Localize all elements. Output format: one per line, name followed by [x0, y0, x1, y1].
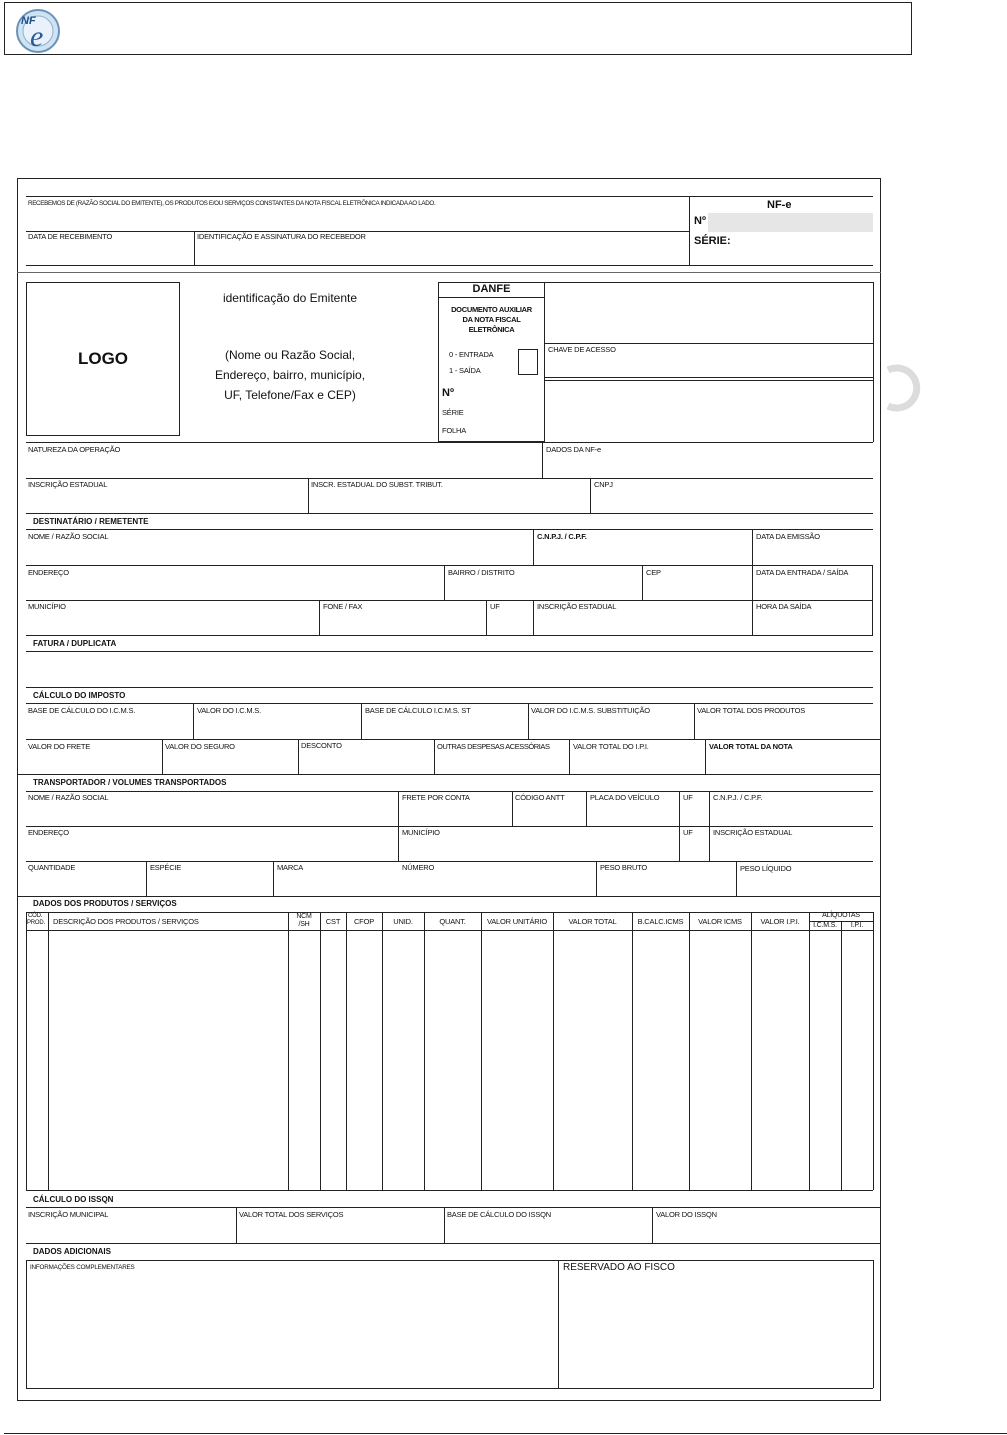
rule [298, 739, 299, 774]
rule [596, 861, 597, 896]
inscricao-municipal-label: INSCRIÇÃO MUNICIPAL [28, 1210, 109, 1219]
rule [26, 1260, 27, 1388]
valor-issqn-label: VALOR DO ISSQN [656, 1210, 717, 1219]
danfe-entrada: 0 - ENTRADA [449, 350, 494, 359]
base-icms-st-label: BASE DE CÁLCULO I.C.M.S. ST [365, 706, 471, 715]
rule [26, 861, 873, 862]
rule [26, 651, 873, 652]
rule [26, 826, 873, 827]
transp-municipio-label: MUNICÍPIO [402, 828, 440, 837]
dest-municipio-label: MUNICÍPIO [28, 602, 66, 611]
valor-seguro-label: VALOR DO SEGURO [165, 742, 235, 751]
valor-total-servicos-label: VALOR TOTAL DOS SERVIÇOS [239, 1210, 344, 1219]
col-cfop: CFOP [353, 917, 375, 926]
rule [486, 600, 487, 635]
rule [361, 703, 362, 739]
calculo-imposto-section-title: CÁLCULO DO IMPOSTO [33, 691, 126, 700]
reservado-fisco-label: RESERVADO AO FISCO [563, 1262, 675, 1273]
rule [26, 930, 873, 931]
rule [533, 529, 534, 565]
cut-line [17, 272, 881, 273]
rule [146, 861, 147, 896]
transp-numero-label: NÚMERO [402, 863, 435, 872]
canhoto-recebemos: RECEBEMOS DE (RAZÃO SOCIAL DO EMITENTE), OS PRODUTOS E/OU SERVIÇOS CONSTANTES DA NOTA FISCAL ELETRÔNICA INDICADA AO LADO. [28, 200, 436, 207]
danfe-subtitle-2: DA NOTA FISCAL [462, 315, 521, 324]
info-complementares-label: INFORMAÇÕES COMPLEMENTARES [30, 1264, 135, 1271]
transportador-section-title: TRANSPORTADOR / VOLUMES TRANSPORTADOS [33, 778, 227, 787]
rule [26, 1260, 873, 1261]
rule [26, 1190, 873, 1191]
nfe-logo-text-nf: NF [21, 15, 36, 27]
valor-icms-label: VALOR DO I.C.M.S. [197, 706, 261, 715]
danfe-title: DANFE [472, 283, 511, 295]
rule [642, 565, 643, 600]
outras-despesas-label: OUTRAS DESPESAS ACESSÓRIAS [437, 742, 550, 751]
rule [632, 912, 633, 1190]
danfe-subtitle-3: ELETRÔNICA [468, 325, 515, 334]
col-cst: CST [325, 917, 341, 926]
rule [809, 912, 810, 1190]
valor-frete-label: VALOR DO FRETE [28, 742, 91, 751]
rule [545, 380, 873, 381]
dest-inscricao-estadual-label: INSCRIÇÃO ESTADUAL [537, 602, 617, 611]
transp-peso-bruto-label: PESO BRUTO [600, 863, 648, 872]
col-unid: UNID. [393, 917, 413, 926]
rule [26, 529, 873, 530]
rule [26, 912, 873, 913]
adicionais-section-title: DADOS ADICIONAIS [33, 1247, 111, 1256]
transp-peso-liquido-label: PESO LÍQUIDO [740, 864, 792, 873]
dest-endereco-label: ENDEREÇO [28, 568, 69, 577]
rule [26, 196, 873, 197]
rule [481, 912, 482, 1190]
canhoto-serie-label: SÉRIE: [694, 235, 731, 247]
page-bottom-rule [4, 1433, 1007, 1434]
col-aliq-ipi: I.P.I. [850, 922, 864, 929]
rule [26, 703, 873, 704]
emitente-title: identificação do Emitente [222, 291, 358, 305]
col-aliquotas: ALÍQUOTAS [822, 912, 860, 919]
rule [689, 196, 690, 265]
rule [26, 600, 873, 601]
rule [320, 912, 321, 1190]
transp-cnpj-cpf-label: C.N.P.J. / C.P.F. [713, 793, 763, 802]
rule [652, 1207, 653, 1243]
rule [193, 703, 194, 739]
inscricao-estadual-label: INSCRIÇÃO ESTADUAL [28, 480, 108, 489]
rule [590, 478, 591, 513]
rule [26, 1243, 880, 1244]
rule [873, 1260, 874, 1388]
rule [308, 478, 309, 513]
rule [841, 921, 842, 1190]
rule [26, 513, 873, 514]
rule [26, 635, 873, 636]
rule [26, 265, 873, 266]
col-cod-prod-1: CÓD. [28, 913, 43, 919]
rule [17, 896, 881, 897]
emitente-line-2: Endereço, bairro, município, [214, 368, 366, 382]
transp-especie-label: ESPÉCIE [150, 863, 182, 872]
fatura-section-title: FATURA / DUPLICATA [33, 639, 117, 648]
transp-marca-label: MARCA [277, 863, 304, 872]
rule [689, 912, 690, 1190]
rule [558, 1260, 559, 1388]
col-bcalc-icms: B.CALC.ICMS [637, 917, 684, 926]
rule [751, 912, 752, 1190]
rule [26, 1207, 880, 1208]
rule [553, 912, 554, 1190]
nfe-logo [8, 4, 62, 54]
canhoto-data-recebimento: DATA DE RECEBIMENTO [28, 232, 113, 241]
col-valor-icms: VALOR ICMS [698, 917, 742, 926]
danfe-serie: SÉRIE [442, 408, 464, 417]
dest-hora-saida-label: HORA DA SAÍDA [756, 602, 812, 611]
document-header-box [4, 2, 912, 55]
dest-data-emissao-label: DATA DA EMISSÃO [756, 532, 820, 541]
rule [236, 1207, 237, 1243]
transp-inscricao-estadual-label: INSCRIÇÃO ESTADUAL [713, 828, 793, 837]
rule [528, 703, 529, 739]
rule [48, 912, 49, 1190]
rule [162, 739, 163, 774]
rule [382, 912, 383, 1190]
base-issqn-label: BASE DE CÁLCULO DO ISSQN [447, 1210, 551, 1219]
dados-nfe-label: DADOS DA NF-e [546, 445, 601, 454]
col-ncm-2: /SH [298, 921, 310, 928]
col-quant: QUANT. [439, 917, 466, 926]
rule [873, 912, 874, 1190]
col-valor-unitario: VALOR UNITÁRIO [487, 917, 547, 926]
rule [26, 912, 27, 1190]
rule [424, 912, 425, 1190]
col-ncm-1: NCM [296, 913, 312, 920]
rule [26, 791, 873, 792]
transp-nome-label: NOME / RAZÃO SOCIAL [28, 793, 109, 802]
danfe-subtitle-1: DOCUMENTO AUXILIAR [451, 305, 532, 314]
rule [545, 343, 873, 344]
rule [694, 703, 695, 739]
emitente-line-1: (Nome ou Razão Social, [224, 348, 356, 362]
rule [194, 231, 195, 265]
col-cod-prod-2: PROD. [27, 920, 46, 926]
valor-total-nota-label: VALOR TOTAL DA NOTA [709, 742, 793, 751]
rule [444, 1207, 445, 1243]
transp-uf-label: UF [683, 793, 693, 802]
danfe-numero: Nº [442, 387, 454, 399]
transp-endereco-label: ENDEREÇO [28, 828, 69, 837]
dest-bairro-label: BAIRRO / DISTRITO [448, 568, 515, 577]
transp-placa-label: PLACA DO VEÍCULO [590, 793, 660, 802]
danfe-folha: FOLHA [442, 426, 467, 435]
canhoto-nfe-title: NF-e [767, 199, 792, 211]
rule [26, 1388, 873, 1389]
margin-ring-mark [880, 362, 930, 414]
transp-uf2-label: UF [683, 828, 693, 837]
logo-placeholder: LOGO [77, 349, 129, 368]
rule [545, 282, 873, 283]
rule [736, 861, 737, 896]
rule [752, 529, 753, 635]
col-valor-ipi: VALOR I.P.I. [760, 917, 800, 926]
rule [346, 912, 347, 1190]
rule [434, 739, 435, 774]
valor-ipi-label: VALOR TOTAL DO I.P.I. [573, 742, 649, 751]
transp-frete-por-conta-label: FRETE POR CONTA [402, 793, 470, 802]
natureza-operacao-label: NATUREZA DA OPERAÇÃO [28, 445, 121, 454]
canhoto-identificacao: IDENTIFICAÇÃO E ASSINATURA DO RECEBEDOR [197, 232, 366, 241]
rule [873, 282, 874, 442]
valor-icms-st-label: VALOR DO I.C.M.S. SUBSTITUIÇÃO [531, 706, 650, 715]
rule [17, 774, 881, 775]
canhoto-numero-label: Nº [694, 215, 706, 227]
rule [26, 442, 873, 443]
rule [438, 297, 545, 298]
rule [273, 861, 274, 896]
rule [512, 791, 513, 826]
inscr-subst-label: INSCR. ESTADUAL DO SUBST. TRIBUT. [311, 480, 443, 489]
emitente-line-3: UF, Telefone/Fax e CEP) [224, 388, 356, 402]
rule [533, 600, 534, 635]
col-aliq-icms: I.C.M.S. [813, 922, 837, 929]
base-icms-label: BASE DE CÁLCULO DO I.C.M.S. [28, 706, 136, 715]
dest-cnpj-cpf-label: C.N.P.J. / C.P.F. [537, 532, 587, 541]
cnpj-label: CNPJ [594, 480, 613, 489]
rule [26, 687, 873, 688]
dest-data-entrada-saida-label: DATA DA ENTRADA / SAÍDA [756, 568, 849, 577]
rule [26, 739, 880, 740]
transp-codigo-antt-label: CÓDIGO ANTT [515, 793, 565, 802]
rule [569, 739, 570, 774]
dest-cep-label: CEP [646, 568, 661, 577]
rule [288, 912, 289, 1190]
rule [705, 739, 706, 774]
transp-quantidade-label: QUANTIDADE [28, 863, 76, 872]
col-descricao: DESCRIÇÃO DOS PRODUTOS / SERVIÇOS [53, 917, 199, 926]
danfe-saida: 1 - SAÍDA [449, 366, 481, 375]
valor-total-produtos-label: VALOR TOTAL DOS PRODUTOS [697, 706, 806, 715]
rule [444, 565, 445, 600]
rule [545, 377, 873, 378]
issqn-section-title: CÁLCULO DO ISSQN [33, 1195, 114, 1204]
rule [319, 600, 320, 635]
entrada-saida-field [518, 349, 538, 375]
canhoto-numero-field [708, 213, 873, 232]
col-valor-total: VALOR TOTAL [568, 917, 617, 926]
rule [26, 478, 873, 479]
produtos-section-title: DADOS DOS PRODUTOS / SERVIÇOS [33, 899, 177, 908]
rule [542, 442, 543, 478]
dest-fone-fax-label: FONE / FAX [323, 602, 363, 611]
rule [26, 565, 873, 566]
dest-nome-label: NOME / RAZÃO SOCIAL [28, 532, 109, 541]
desconto-label: DESCONTO [301, 741, 342, 750]
nfe-logo-text-e: e [30, 20, 44, 53]
chave-acesso-label: CHAVE DE ACESSO [548, 345, 616, 354]
dest-uf-label: UF [490, 602, 500, 611]
rule [586, 791, 587, 826]
destinatario-section-title: DESTINATÁRIO / REMETENTE [33, 517, 149, 526]
